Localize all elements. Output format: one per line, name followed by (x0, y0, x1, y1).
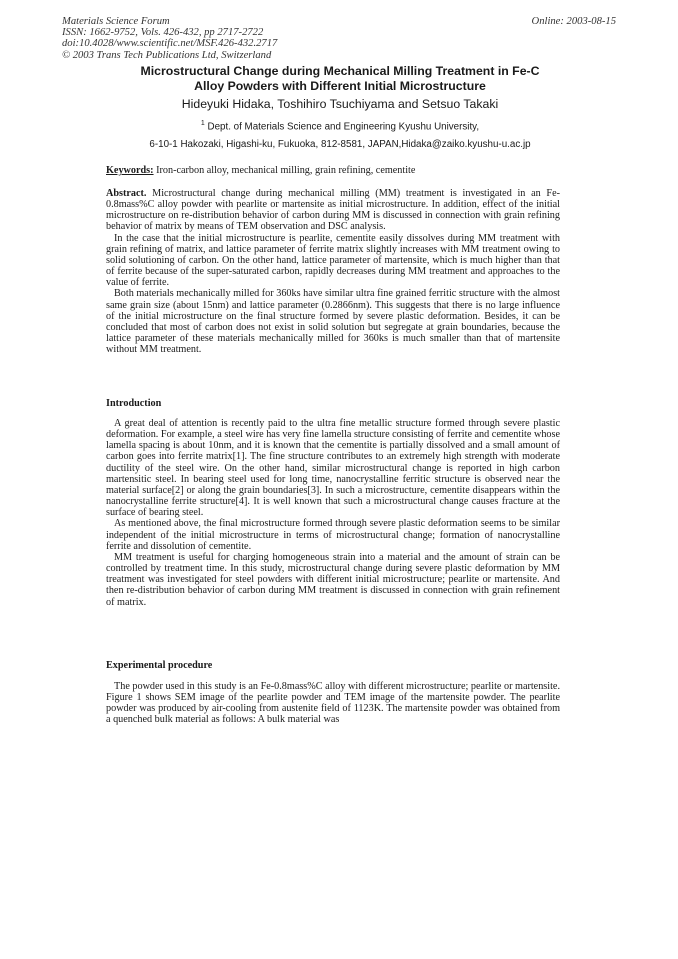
introduction-body (106, 418, 560, 608)
journal-header (62, 16, 277, 61)
title-line-2: Alloy Powders with Different Initial Microstructure (194, 79, 486, 93)
introduction-paragraph-3: MM treatment is useful for charging homogeneous strain into a material and the amount of strain can be controlled by treatment time. In this study, microstructural change during severe plastic deformation by MM treatment was investigated for steel powders with different initial microstructure; pearlite or martensite. And then re-distribution behavior of carbon during MM treatment is discussed in connection with grain refinement of matrix. (106, 551, 560, 608)
introduction-paragraph-1: A great deal of attention is recently paid to the ultra fine metallic structure formed through severe plastic deformation. For example, a steel wire has very fine lamella structure consisting of ferrite and cementite whose lamella spacing is about 10nm, and it is known that the cementite is partially dissolved and a small amount of carbon goes into ferrite matrix[1]. The fine structure contributes to an extremely high strength with moderate ductility of the steel wire. On the other hand, similar microstructural change is reported in high carbon martensitic steel. In bearing steel used for long time, nanocrystalline ferritic structure is observed near the material surface[2] or along the grain boundaries[3]. In such a microstructure, cementite disappears within the nanocrystalline ferrite structure[4]. It is well known that such a microstructural change causes fracture at the surface of bearing steel. (106, 418, 560, 519)
abstract-p1-text: Microstructural change during mechanical milling (MM) treatment is investigated in an Fe-0.8mass%C alloy powder with pearlite or martensite as initial microstructure. In addition, effect of the initial microstructure on re-distribution behavior of carbon during MM is discussed in connection with grain refining behavior of matrix by means of TEM observation and DSC analysis. (106, 188, 560, 233)
keywords-label: Keywords: (106, 165, 154, 176)
copyright-line: © 2003 Trans Tech Publications Ltd, Switzerland (62, 49, 272, 61)
affiliation-marker: 1 (200, 120, 205, 127)
abstract-paragraph-1 (106, 188, 560, 233)
introduction-paragraph-2: As mentioned above, the final microstructure formed through severe plastic deformation seems to be similar independent of the initial microstructure in terms of microstructural change; formation of nanocrystalline ferrite and dissolution of cementite. (106, 518, 560, 552)
paper-title (60, 64, 620, 94)
abstract-paragraph-2: In the case that the initial microstructure is pearlite, cementite easily dissolves during MM treatment with grain refining of matrix, and lattice parameter of ferrite matrix slightly increases with MM treatment owing to solid solutioning of carbon. On the other hand, lattice parameter of martensite, which is much higher than that of ferrite because of the super-saturated carbon, rapidly decreases during MM treatment and approaches to the value of ferrite. (106, 232, 560, 289)
journal-name: Materials Science Forum (62, 16, 170, 27)
title-line-1: Microstructural Change during Mechanical Milling Treatment in Fe-C (140, 64, 540, 78)
doi-line: doi:10.4028/www.scientific.net/MSF.426-432.2717 (62, 38, 278, 50)
abstract (106, 188, 560, 355)
abstract-label: Abstract. (106, 188, 147, 199)
keywords (106, 165, 560, 176)
issn-line: ISSN: 1662-9752, Vols. 426-432, pp 2717-2722 (62, 27, 264, 39)
experimental-paragraph-1: The powder used in this study is an Fe-0.8mass%C alloy with different microstructure; pearlite or martensite. Figure 1 shows SEM image of the pearlite powder and TEM image of the martensite powder. The pearlite powder was produced by air-cooling from austenite field of 1123K. The martensite powder was obtained from a quenched bulk material as follows: A bulk material was (106, 681, 560, 726)
experimental-body (106, 681, 560, 726)
authors: Hideyuki Hidaka, Toshihiro Tsuchiyama and Setsuo Takaki (181, 97, 499, 111)
online-date: Online: 2003-08-15 (531, 16, 616, 27)
experimental-heading: Experimental procedure (106, 660, 213, 671)
address: 6-10-1 Hakozaki, Higashi-ku, Fukuoka, 812-8581, JAPAN,Hidaka@zaiko.kyushu-u.ac.jp (149, 139, 531, 150)
affiliation (60, 120, 620, 132)
keywords-text: Iron-carbon alloy, mechanical milling, grain refining, cementite (156, 165, 416, 176)
affiliation-text: Dept. of Materials Science and Engineering Kyushu University, (207, 121, 480, 133)
introduction-heading: Introduction (106, 398, 162, 409)
abstract-paragraph-3: Both materials mechanically milled for 360ks have similar ultra fine grained ferritic structure with the almost same grain size (about 15nm) and lattice parameter (0.2866nm). This suggests that there is no large influence of the initial microstructure on the final structure formed by severe plastic deformation. Besides, it can be concluded that most of carbon does not exist in solid solution but segregate at grain boundaries, because the lattice parameter of these materials mechanically milled for 360ks is much smaller than that of martensite without MM treatment. (106, 288, 560, 356)
